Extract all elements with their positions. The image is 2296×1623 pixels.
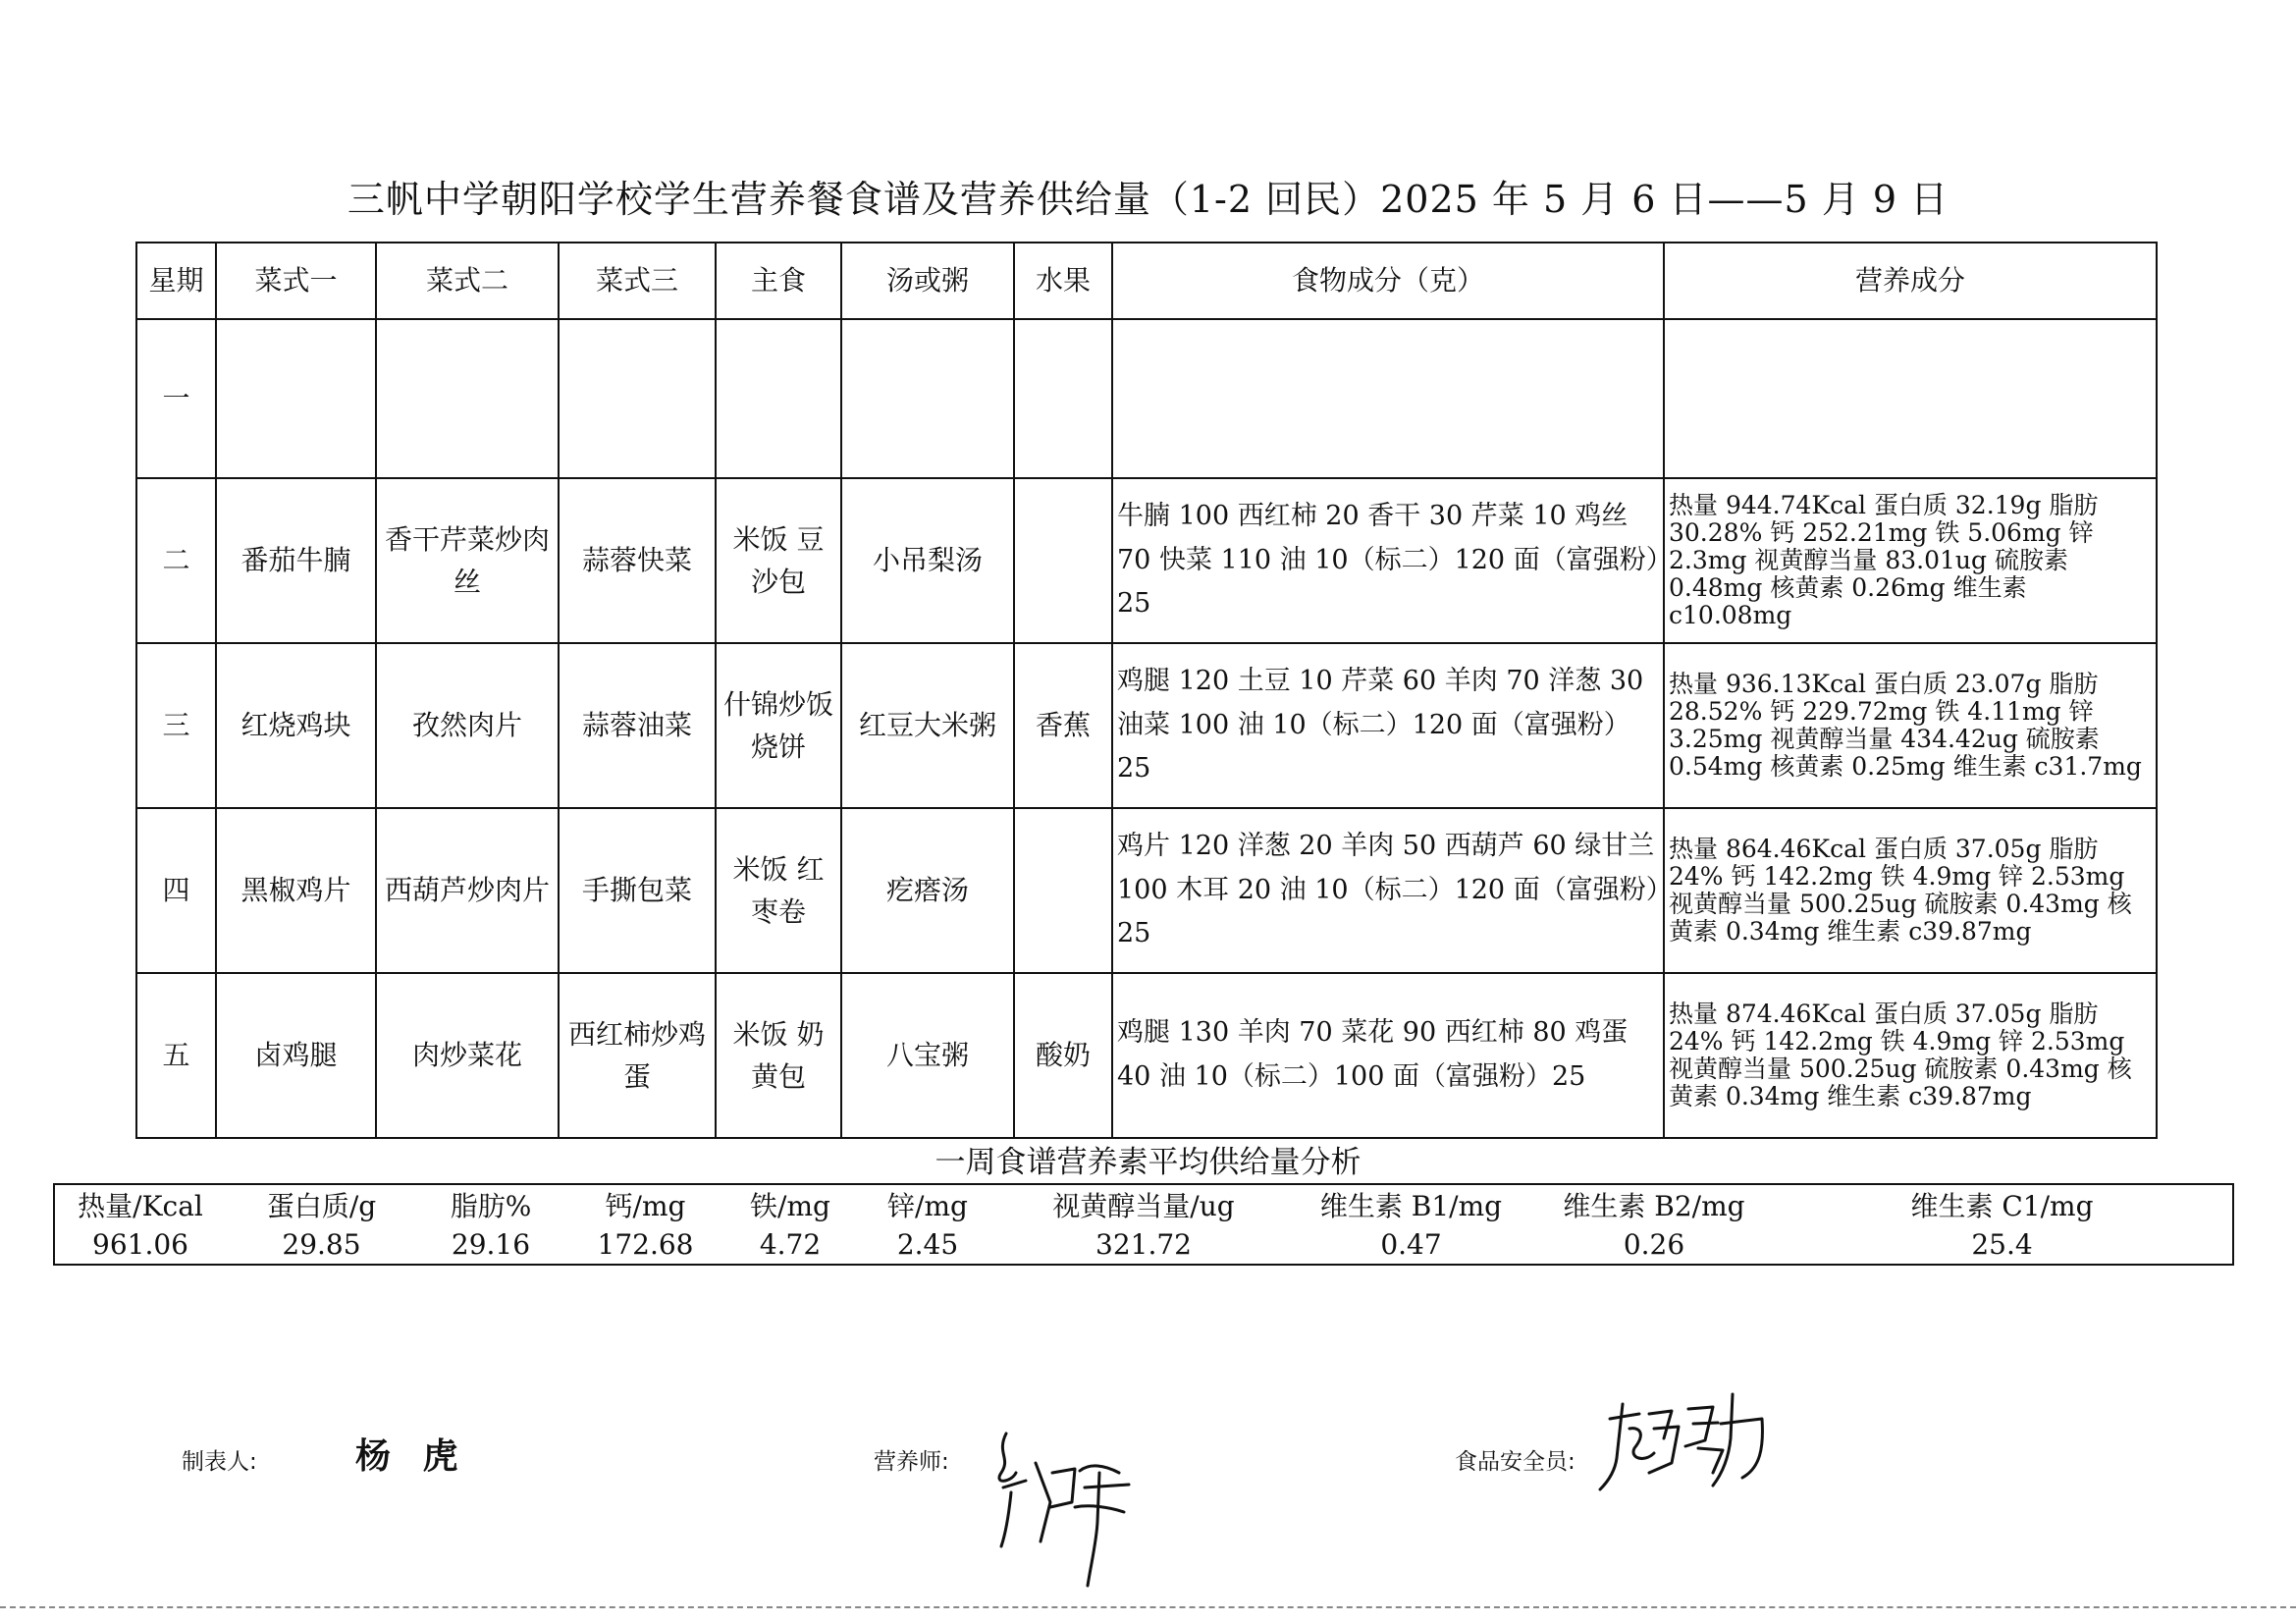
avg-value: 29.85	[282, 1227, 361, 1261]
cell-soup: 八宝粥	[841, 973, 1014, 1138]
cell-staple: 米饭 奶黄包	[716, 973, 841, 1138]
avg-label-row	[54, 1184, 2233, 1224]
cell-dish2	[376, 319, 559, 478]
safety-label: 食品安全员:	[1455, 1449, 1575, 1475]
cell-soup	[841, 319, 1014, 478]
cell-fruit	[1014, 808, 1112, 973]
cell-nutrition: 热量 936.13Kcal 蛋白质 23.07g 脂肪 28.52% 钙 229.72mg 铁 4.11mg 锌 3.25mg 视黄醇当量 434.42ug 硫胺素 0.54mg 核黄素 0.25mg 维生素 c31.7mg	[1664, 643, 2157, 808]
cell-composition: 牛腩 100 西红柿 20 香干 30 芹菜 10 鸡丝 70 快菜 110 油 10（标二）120 面（富强粉）25	[1112, 478, 1664, 643]
cell-fruit	[1014, 478, 1112, 643]
cell-dish3	[559, 319, 716, 478]
cell-composition: 鸡腿 120 土豆 10 芹菜 60 羊肉 70 洋葱 30 油菜 100 油 10（标二）120 面（富强粉）25	[1112, 643, 1664, 808]
avg-value: 4.72	[759, 1227, 822, 1261]
cell-dish1: 卤鸡腿	[216, 973, 376, 1138]
avg-value: 961.06	[92, 1227, 188, 1261]
cell-soup: 小吊梨汤	[841, 478, 1014, 643]
avg-value: 0.26	[1623, 1227, 1685, 1261]
nutritionist-signature	[982, 1414, 1148, 1591]
header-dish1: 菜式一	[216, 243, 376, 319]
cell-composition: 鸡片 120 洋葱 20 羊肉 50 西葫芦 60 绿甘兰 100 木耳 20 油 10（标二）120 面（富强粉）25	[1112, 808, 1664, 973]
avg-label: 蛋白质/g	[266, 1190, 377, 1222]
preparer-name: 杨 虎	[355, 1435, 468, 1477]
avg-value: 172.68	[597, 1227, 694, 1261]
cell-nutrition	[1664, 319, 2157, 478]
header-dish2: 菜式二	[376, 243, 559, 319]
preparer-label: 制表人:	[182, 1449, 257, 1475]
avg-label: 钙/mg	[605, 1190, 686, 1222]
table-row	[136, 643, 2157, 808]
table-row	[136, 973, 2157, 1138]
cell-dish2: 西葫芦炒肉片	[376, 808, 559, 973]
cell-dish1	[216, 319, 376, 478]
avg-value: 25.4	[1971, 1227, 2033, 1261]
cell-staple	[716, 319, 841, 478]
avg-value: 0.47	[1380, 1227, 1442, 1261]
cell-nutrition: 热量 864.46Kcal 蛋白质 37.05g 脂肪 24% 钙 142.2mg 铁 4.9mg 锌 2.53mg 视黄醇当量 500.25ug 硫胺素 0.43mg 核黄素 0.34mg 维生素 c39.87mg	[1664, 808, 2157, 973]
avg-value: 321.72	[1095, 1227, 1192, 1261]
cell-dish2: 孜然肉片	[376, 643, 559, 808]
cell-dish3: 蒜蓉快菜	[559, 478, 716, 643]
menu-table	[135, 242, 2158, 1139]
cell-staple: 什锦炒饭 烧饼	[716, 643, 841, 808]
cell-dish1: 红烧鸡块	[216, 643, 376, 808]
cell-day: 五	[136, 973, 216, 1138]
avg-value: 29.16	[451, 1227, 531, 1261]
cell-staple: 米饭 豆沙包	[716, 478, 841, 643]
cell-composition	[1112, 319, 1664, 478]
avg-label: 维生素 B2/mg	[1563, 1190, 1745, 1222]
avg-label: 维生素 C1/mg	[1910, 1190, 2094, 1222]
header-soup: 汤或粥	[841, 243, 1014, 319]
cell-staple: 米饭 红枣卷	[716, 808, 841, 973]
nutritionist-label: 营养师:	[874, 1449, 949, 1475]
table-row	[136, 319, 2157, 478]
cell-fruit	[1014, 319, 1112, 478]
cell-day: 四	[136, 808, 216, 973]
header-fruit: 水果	[1014, 243, 1112, 319]
cell-day: 三	[136, 643, 216, 808]
avg-label: 维生素 B1/mg	[1319, 1190, 1503, 1222]
cell-fruit: 酸奶	[1014, 973, 1112, 1138]
cell-nutrition: 热量 944.74Kcal 蛋白质 32.19g 脂肪 30.28% 钙 252.21mg 铁 5.06mg 锌 2.3mg 视黄醇当量 83.01ug 硫胺素 0.48mg 核黄素 0.26mg 维生素 c10.08mg	[1664, 478, 2157, 643]
avg-label: 锌/mg	[887, 1190, 968, 1222]
avg-table	[53, 1183, 2234, 1266]
cell-soup: 红豆大米粥	[841, 643, 1014, 808]
cell-dish1: 番茄牛腩	[216, 478, 376, 643]
avg-label: 热量/Kcal	[78, 1190, 203, 1222]
avg-value: 2.45	[896, 1227, 959, 1261]
header-nutrition: 营养成分	[1664, 243, 2157, 319]
header-day: 星期	[136, 243, 216, 319]
cell-fruit: 香蕉	[1014, 643, 1112, 808]
safety-signature	[1595, 1380, 1772, 1497]
cell-dish2: 肉炒菜花	[376, 973, 559, 1138]
header-dish3: 菜式三	[559, 243, 716, 319]
table-row	[136, 808, 2157, 973]
cell-dish3: 手撕包菜	[559, 808, 716, 973]
avg-label: 铁/mg	[750, 1190, 830, 1222]
cell-day: 一	[136, 319, 216, 478]
avg-label: 视黄醇当量/ug	[1052, 1190, 1235, 1222]
cell-dish1: 黑椒鸡片	[216, 808, 376, 973]
cell-composition: 鸡腿 130 羊肉 70 菜花 90 西红柿 80 鸡蛋 40 油 10（标二）100 面（富强粉）25	[1112, 973, 1664, 1138]
header-staple: 主食	[716, 243, 841, 319]
cell-soup: 疙瘩汤	[841, 808, 1014, 973]
cell-day: 二	[136, 478, 216, 643]
avg-value-row	[54, 1224, 2233, 1265]
page-title: 三帆中学朝阳学校学生营养餐食谱及营养供给量（1-2 回民）2025 年 5 月 6 日——5 月 9 日	[347, 178, 1949, 221]
menu-header-row	[136, 243, 2157, 319]
header-composition: 食物成分（克）	[1112, 243, 1664, 319]
cell-dish2: 香干芹菜炒肉丝	[376, 478, 559, 643]
scan-edge-line	[0, 1606, 2296, 1608]
avg-label: 脂肪%	[450, 1190, 532, 1222]
table-row	[136, 478, 2157, 643]
cell-dish3: 西红柿炒鸡蛋	[559, 973, 716, 1138]
cell-nutrition: 热量 874.46Kcal 蛋白质 37.05g 脂肪 24% 钙 142.2mg 铁 4.9mg 锌 2.53mg 视黄醇当量 500.25ug 硫胺素 0.43mg 核黄素 0.34mg 维生素 c39.87mg	[1664, 973, 2157, 1138]
avg-title: 一周食谱营养素平均供给量分析	[934, 1145, 1362, 1180]
cell-dish3: 蒜蓉油菜	[559, 643, 716, 808]
